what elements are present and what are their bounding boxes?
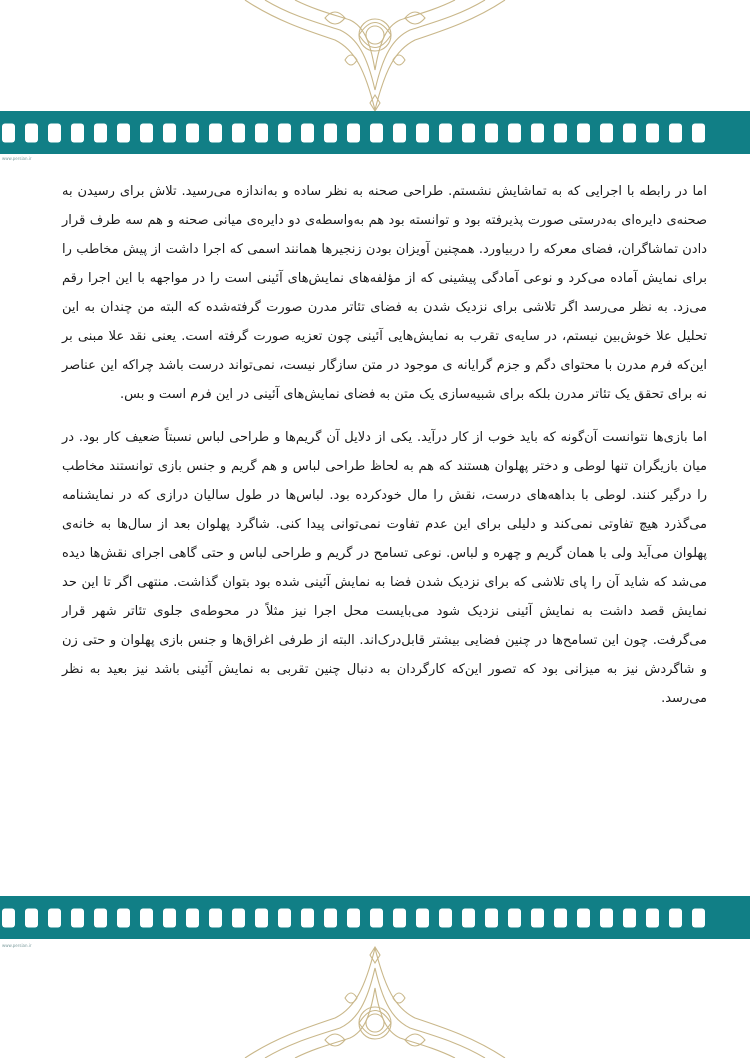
top-film-strip: [0, 111, 750, 154]
top-arabesque-ornament: [235, 0, 515, 118]
article-body: [62, 177, 707, 713]
paragraph-1: اما در رابطه با اجرایی که به تماشایش نشستم. طراحی صحنه به نظر ساده و به‌اندازه می‌رسید. تلاش برای رسیدن به صحنه‌ی دایره‌ای به‌درستی صورت پذیرفته بود و توانسته بود هم به‌واسطه‌ی دو دایره‌ی میانی صحنه و هم سه طرف قرار دادن تماشاگران، فضای معرکه را دربیاورد. همچنین آویزان بودن زنجیرها همانند اسمی که اجرا داشت از پیش مخاطب را برای نمایش آماده می‌کرد و نوعی آمادگی پیشینی که از مؤلفه‌های نمایش‌های آئینی است را در مواجهه با این اجرا رقم می‌زد. به نظر می‌رسد اگر تلاشی برای نزدیک شدن به فضای تئاتر مدرن صورت گرفته‌شده که البته من چندان به این تحلیل علا خوش‌بین نیستم، در سایه‌ی تقرب به نمایش‌هایی آئینی چون تعزیه صورت گرفته است. یعنی نقد علا مبنی بر این‌که فرم مدرن با محتوای دگم و جزم گرایانه ی موجود در متن سازگار نیست، نمی‌تواند درست باشد چراکه این عناصر نه برای تحقق یک تئاتر مدرن بلکه برای شبیه‌سازی یک متن به فضای نمایش‌های آئینی در این فرم است و بس.: [62, 184, 707, 402]
film-perforations: [2, 908, 750, 927]
paragraph-2: اما بازی‌ها نتوانست آن‌گونه که باید خوب از کار درآید. یکی از دلایل آن گریم‌ها و طراحی لباس نسبتاً ضعیف کار بود. در میان بازیگران تنها لوطی و دختر پهلوان هستند که هم به لحاظ طراحی لباس و هم گریم و جنس بازی توانستند مخاطب را درگیر کنند. لوطی با بداهه‌های درست، نقش را مال خودکرده بود. لباس‌ها در طول سالیان درازی که در نمایشنامه می‌گذرد هیچ تفاوتی نمی‌کند و دلیلی برای این عدم تفاوت نمی‌توانی پیدا کنی. شاگرد پهلوان بعد از سال‌ها به خانه‌ی پهلوان می‌آید ولی با همان گریم و چهره و لباس. نوعی تسامح در گریم و طراحی لباس و حتی گاهی اجرای نقش‌ها دیده می‌شد که شاید آن را پای تلاشی که برای نزدیک شدن فضا به نمایش آئینی شده بود بتوان گذاشت. منتهی اگر تا این حد نمایش قصد داشت به نمایش آئینی نزدیک شود می‌بایست محل اجرا نیز مثلاً در محوطه‌ی جلوی تئاتر شهر قرار می‌گرفت. چون این تسامح‌ها در چنین فضایی بیشتر قابل‌درک‌اند. البته از طرفی اغراق‌ها و جنس بازی پهلوان و حتی زن و شاگردش نیز به میزانی بود که تصور این‌که کارگردان به دنبال چنین تقربی به نمایش آئینی باشد نیز بعید به نظر می‌رسد.: [62, 430, 707, 706]
side-label-top: www.persian.ir: [2, 156, 32, 161]
bottom-film-strip: [0, 896, 750, 939]
film-perforations: [2, 123, 750, 142]
bottom-arabesque-ornament: [235, 940, 515, 1058]
side-label-bottom: www.persian.ir: [2, 943, 32, 948]
